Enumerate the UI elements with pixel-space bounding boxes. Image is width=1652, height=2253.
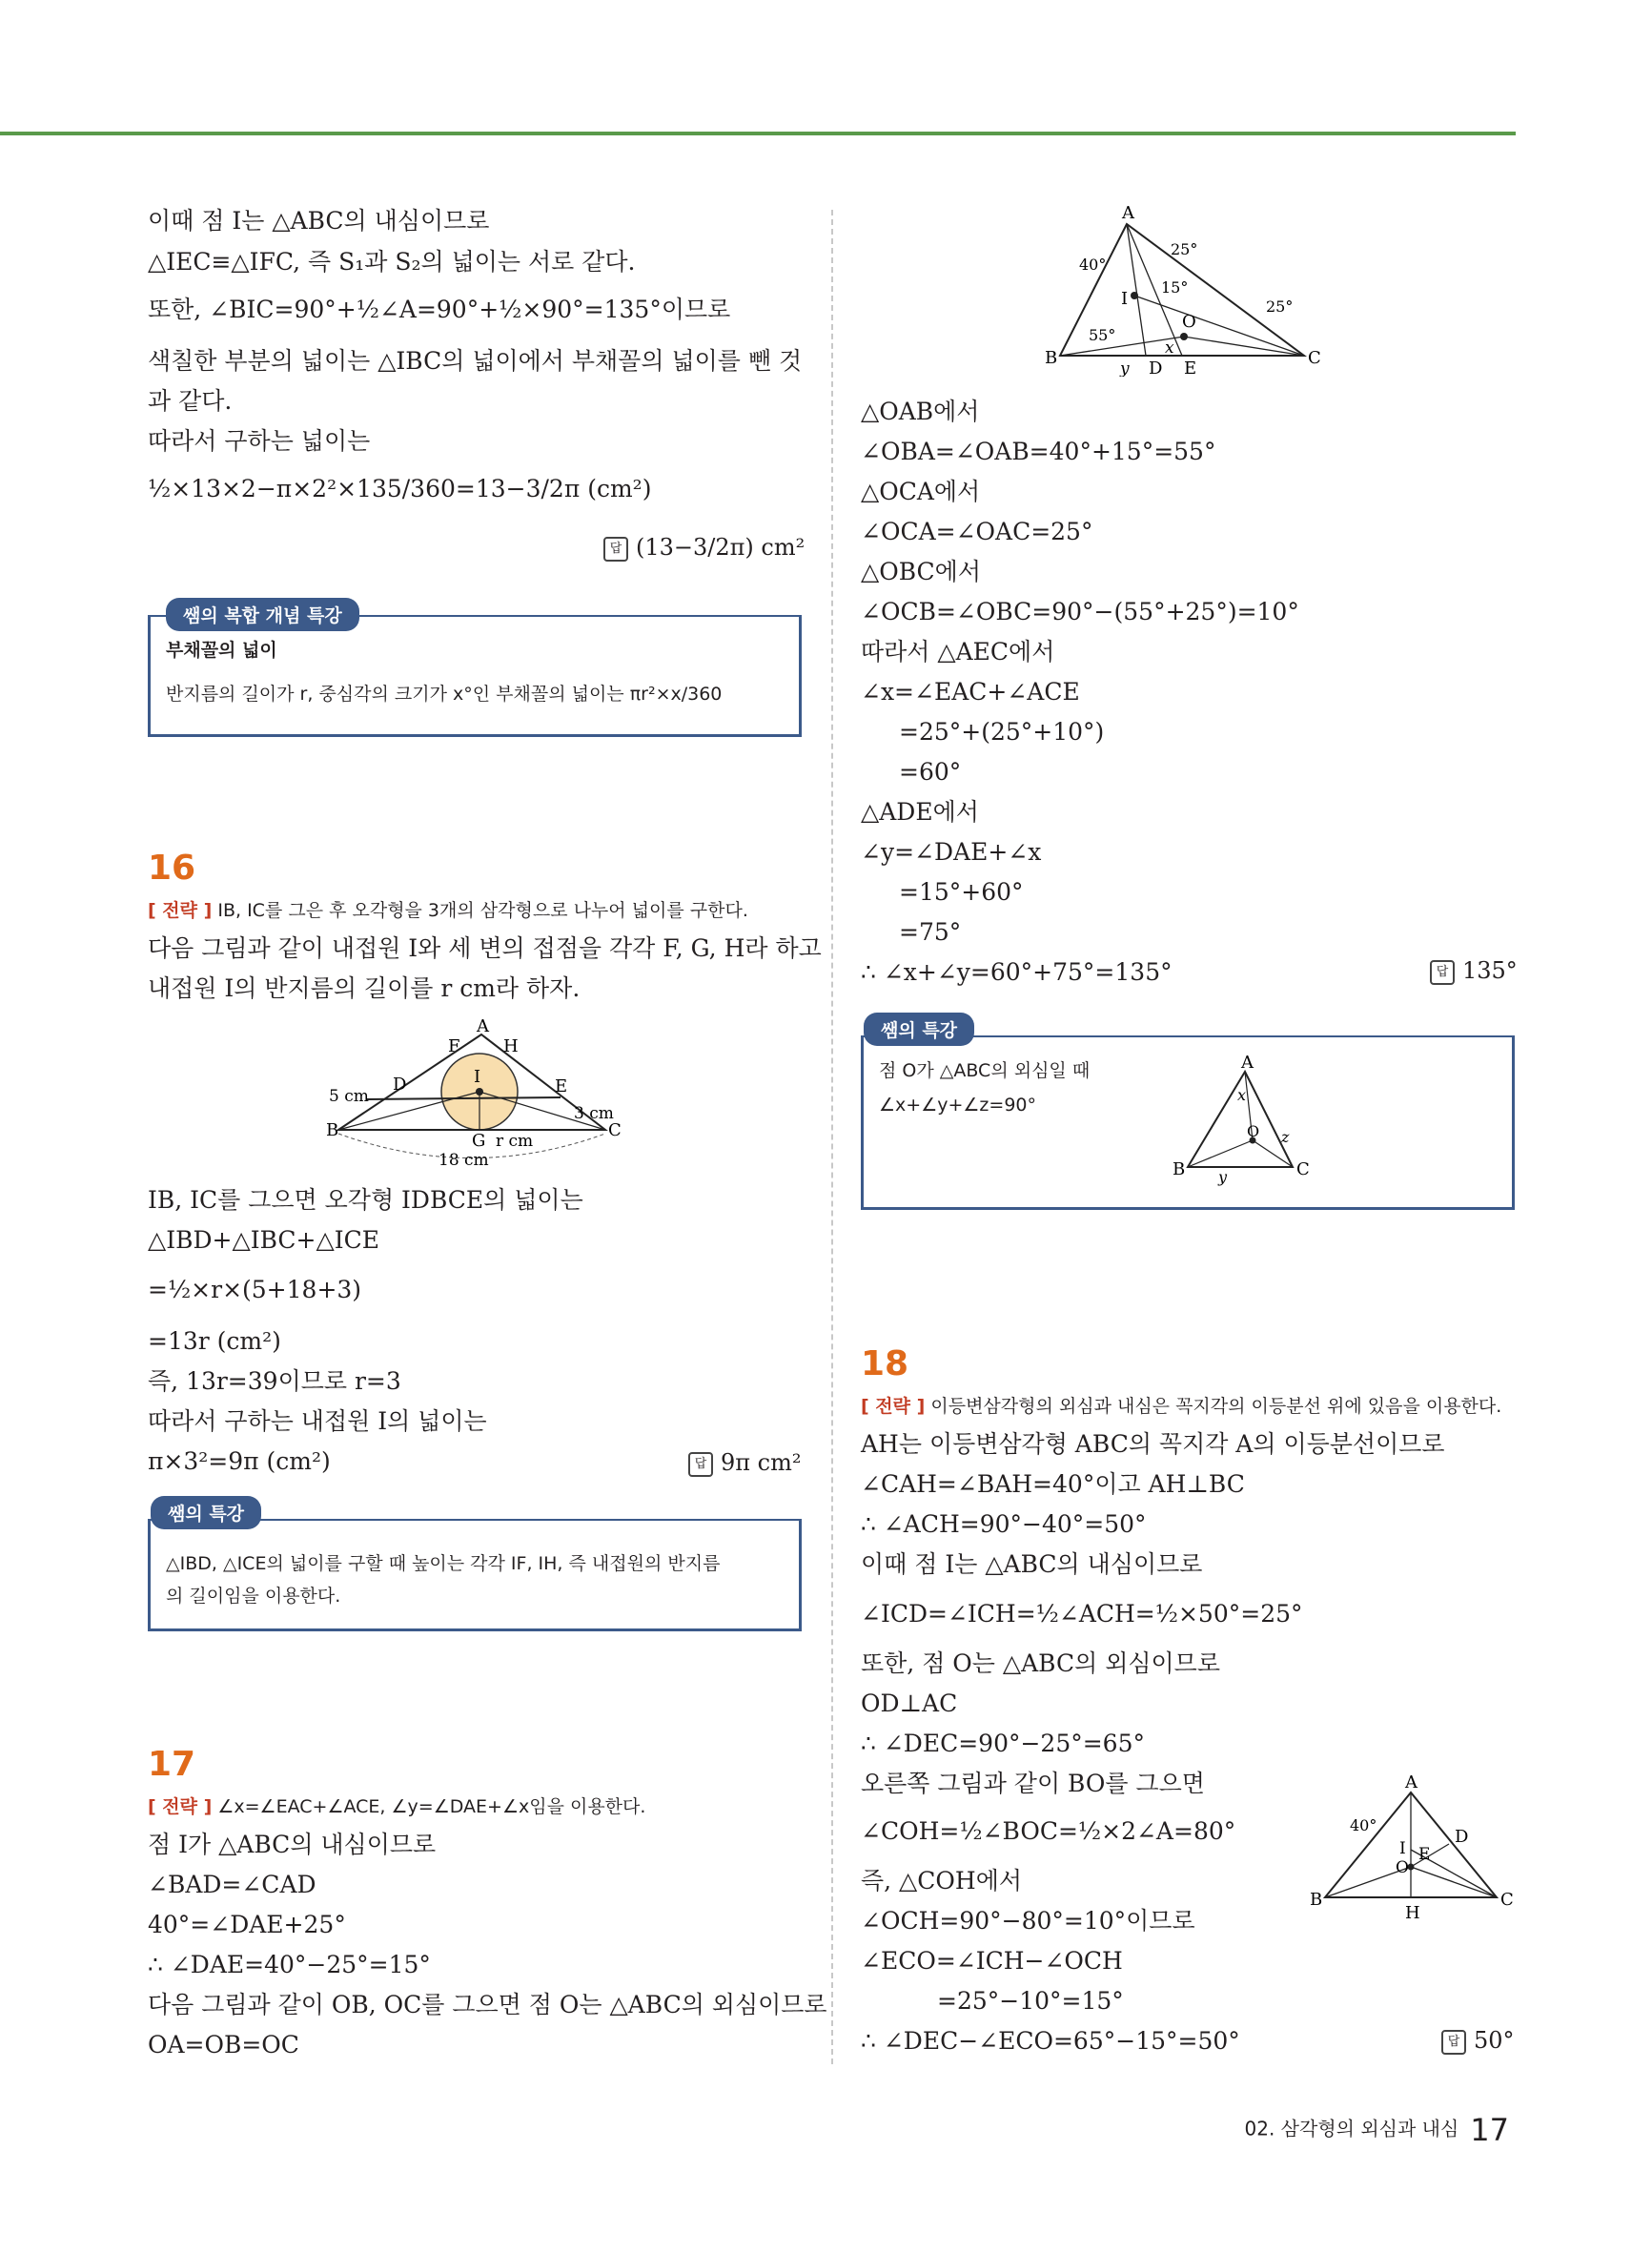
- concept-text: 반지름의 길이가 r, 중심각의 크기가 x°인 부채꼴의 넓이는 πr²×x/360: [166, 684, 723, 705]
- text-line: ∴ ∠DEC=90°−25°=65°: [861, 1730, 1145, 1757]
- point-i: [1131, 292, 1138, 299]
- label-c: C: [1500, 1890, 1514, 1910]
- tip-line: △IBD, △ICE의 넓이를 구할 때 높이는 각각 IF, IH, 즉 내접원의 반지름: [166, 1553, 721, 1574]
- label-o: O: [1182, 312, 1196, 332]
- label-a: A: [477, 1016, 489, 1036]
- page-footer: [1245, 2112, 1509, 2148]
- column-divider: [831, 210, 833, 2064]
- text-line: ∴ ∠DEC−∠ECO=65°−15°=50°: [861, 2027, 1240, 2055]
- answer-icon: 답: [1430, 960, 1455, 985]
- label-c: C: [1296, 1159, 1310, 1179]
- strategy-text: 이등변삼각형의 외심과 내심은 꼭지각의 이등분선 위에 있음을 이용한다.: [930, 1396, 1502, 1417]
- formula-line: ½×13×2−π×2²×135/360=13−3/2π (cm²): [148, 475, 652, 502]
- label-40: 40°: [1079, 256, 1107, 274]
- strategy-17: [148, 1791, 645, 1823]
- text-line: 따라서 △AEC에서: [861, 638, 1055, 666]
- text-line: OD⊥AC: [861, 1690, 958, 1717]
- text-line: ∠OCH=90°−80°=10°이므로: [861, 1907, 1195, 1935]
- text-line: △OBC에서: [861, 558, 981, 585]
- text-line: ∠OCA=∠OAC=25°: [861, 518, 1093, 545]
- label-b: B: [326, 1120, 339, 1140]
- label-y: y: [1120, 359, 1130, 377]
- label-o: O: [1247, 1122, 1260, 1140]
- text-line: IB, IC를 그으면 오각형 IDBCE의 넓이는: [148, 1186, 583, 1214]
- answer-icon: 답: [1441, 2030, 1466, 2055]
- label-e: E: [555, 1076, 568, 1096]
- text-line: ∴ ∠ACH=90°−40°=50°: [861, 1510, 1147, 1538]
- label-d: D: [1455, 1827, 1469, 1847]
- label-c: C: [1308, 348, 1321, 368]
- label-3cm: 3 cm: [574, 1104, 614, 1123]
- text-line: 다음 그림과 같이 내접원 I와 세 변의 접점을 각각 F, G, H라 하고: [148, 934, 822, 962]
- text-line: △IEC≡△IFC, 즉 S₁과 S₂의 넓이는 서로 같다.: [148, 248, 636, 276]
- strategy-16: [148, 894, 748, 927]
- text-line: 이때 점 I는 △ABC의 내심이므로: [861, 1550, 1203, 1578]
- problem-number-17: 17: [148, 1745, 196, 1784]
- text-line: =13r (cm²): [148, 1327, 281, 1355]
- text-line: 또한, 점 O는 △ABC의 외심이므로: [861, 1649, 1220, 1677]
- problem-number-18: 18: [861, 1344, 909, 1383]
- text-line: ∠ICD=∠ICH=½∠ACH=½×50°=25°: [861, 1600, 1303, 1628]
- text-line: AH는 이등변삼각형 ABC의 꼭지각 A의 이등분선이므로: [861, 1430, 1445, 1458]
- text-line: △OAB에서: [861, 398, 980, 425]
- segment-de: [367, 1097, 561, 1099]
- tip-line: 의 길이임을 이용한다.: [166, 1586, 341, 1607]
- concept-title: 부채꼴의 넓이: [166, 640, 277, 661]
- text-line: ∠OBA=∠OAB=40°+15°=55°: [861, 438, 1216, 465]
- answer-18: [1441, 2027, 1515, 2055]
- strategy-text: ∠x=∠EAC+∠ACE, ∠y=∠DAE+∠x임을 이용한다.: [217, 1796, 646, 1817]
- text-line: 40°=∠DAE+25°: [148, 1911, 346, 1938]
- segment-ad: [1127, 224, 1146, 356]
- answer-text: 50°: [1474, 2027, 1515, 2054]
- label-a: A: [1405, 1773, 1417, 1792]
- text-line: 즉, 13r=39이므로 r=3: [148, 1367, 401, 1395]
- text-line: 즉, △COH에서: [861, 1867, 1022, 1895]
- label-a: A: [1241, 1055, 1254, 1073]
- text-line: 따라서 구하는 내접원 I의 넓이는: [148, 1407, 487, 1435]
- text-line: ∠x=∠EAC+∠ACE: [861, 678, 1080, 706]
- point-o: [1180, 333, 1188, 340]
- label-d: D: [1149, 358, 1163, 377]
- answer-17: [1430, 957, 1518, 985]
- text-line: ∠y=∠DAE+∠x: [861, 838, 1042, 866]
- label-h: H: [1405, 1903, 1420, 1923]
- tip-box-17: [861, 1020, 1515, 1210]
- top-rule: [0, 132, 1516, 135]
- text-line: =½×r×(5+18+3): [148, 1276, 362, 1303]
- label-h: H: [503, 1036, 519, 1056]
- label-y: y: [1218, 1168, 1228, 1186]
- tip-tab: 쌤의 특강: [864, 1013, 974, 1046]
- tip-box-16: [148, 1504, 802, 1631]
- label-b: B: [1045, 348, 1058, 368]
- label-e: E: [1418, 1845, 1431, 1864]
- text-line: ∠ECO=∠ICH−∠OCH: [861, 1947, 1123, 1975]
- label-b: B: [1310, 1890, 1323, 1910]
- answer-text: 135°: [1462, 957, 1518, 984]
- label-e: E: [1184, 358, 1197, 377]
- problem-number-16: 16: [148, 849, 196, 888]
- label-z: z: [1281, 1128, 1290, 1146]
- label-g: G: [472, 1131, 486, 1151]
- segment-bo: [1188, 1140, 1253, 1167]
- answer-text: 9π cm²: [721, 1449, 802, 1476]
- strategy-text: IB, IC를 그은 후 오각형을 3개의 삼각형으로 나누어 넓이를 구한다.: [217, 900, 748, 921]
- label-25a: 25°: [1171, 240, 1198, 258]
- label-b: B: [1173, 1159, 1186, 1179]
- label-x: x: [1237, 1086, 1247, 1104]
- label-f: F: [448, 1036, 460, 1056]
- label-5cm: 5 cm: [329, 1087, 369, 1106]
- label-i: I: [1121, 289, 1129, 309]
- label-d: D: [393, 1075, 407, 1095]
- text-line: 따라서 구하는 넓이는: [148, 427, 371, 455]
- text-line: 또한, ∠BIC=90°+½∠A=90°+½×90°=135°이므로: [148, 296, 731, 323]
- text-line: =60°: [899, 758, 962, 786]
- tip-figure: [1169, 1055, 1312, 1188]
- label-o: O: [1396, 1858, 1409, 1877]
- page-number: 17: [1470, 2112, 1509, 2148]
- answer-15: [603, 534, 805, 562]
- figure-17: [1039, 205, 1335, 377]
- text-line: 점 I가 △ABC의 내심이므로: [148, 1831, 437, 1858]
- label-r: r cm: [496, 1132, 534, 1151]
- text-line: ∴ ∠DAE=40°−25°=15°: [148, 1951, 431, 1978]
- label-i: I: [474, 1067, 481, 1087]
- concept-box: [148, 605, 802, 737]
- text-line: 색칠한 부분의 넓이는 △IBC의 넓이에서 부채꼴의 넓이를 뺀 것: [148, 347, 803, 375]
- chapter-title: 02. 삼각형의 외심과 내심: [1244, 2117, 1459, 2140]
- text-line: △OCA에서: [861, 478, 981, 505]
- text-line: =15°+60°: [899, 878, 1024, 906]
- strategy-label: [ 전략 ]: [148, 1796, 213, 1817]
- text-line: OA=OB=OC: [148, 2031, 299, 2058]
- text-line: π×3²=9π (cm²): [148, 1447, 331, 1475]
- label-x: x: [1165, 338, 1174, 358]
- segment-co: [1184, 337, 1304, 356]
- text-line: △IBD+△IBC+△ICE: [148, 1226, 379, 1254]
- answer-icon: 답: [688, 1452, 713, 1477]
- text-line: 내접원 I의 반지름의 길이를 r cm라 하자.: [148, 974, 581, 1002]
- text-line: ∠BAD=∠CAD: [148, 1871, 316, 1898]
- text-line: ∴ ∠x+∠y=60°+75°=135°: [861, 958, 1173, 986]
- text-line: 과 같다.: [148, 387, 233, 415]
- tip-line: 점 O가 △ABC의 외심일 때: [879, 1060, 1091, 1081]
- strategy-18: [861, 1390, 1501, 1423]
- text-line: ∠OCB=∠OBC=90°−(55°+25°)=10°: [861, 598, 1299, 625]
- strategy-label: [ 전략 ]: [148, 900, 213, 921]
- label-40: 40°: [1350, 1816, 1377, 1834]
- figure-16: [315, 1015, 639, 1168]
- tip-tab: 쌤의 특강: [151, 1496, 261, 1529]
- figure-18: [1306, 1773, 1525, 1926]
- text-line: =25°−10°=15°: [937, 1987, 1124, 2015]
- label-i: I: [1399, 1839, 1406, 1858]
- label-25b: 25°: [1266, 297, 1294, 316]
- answer-text: (13−3/2π) cm²: [636, 534, 806, 561]
- label-a: A: [1122, 205, 1134, 223]
- text-line: 이때 점 I는 △ABC의 내심이므로: [148, 207, 490, 235]
- text-line: △ADE에서: [861, 798, 979, 826]
- center-i: [476, 1088, 483, 1096]
- label-15: 15°: [1161, 278, 1189, 297]
- text-line: =25°+(25°+10°): [899, 718, 1105, 746]
- text-line: 다음 그림과 같이 OB, OC를 그으면 점 O는 △ABC의 외심이므로: [148, 1991, 827, 2018]
- tip-line: ∠x+∠y+∠z=90°: [879, 1095, 1036, 1116]
- strategy-label: [ 전략 ]: [861, 1396, 926, 1417]
- label-18cm: 18 cm: [438, 1151, 489, 1168]
- text-line: ∠CAH=∠BAH=40°이고 AH⊥BC: [861, 1470, 1245, 1498]
- label-c: C: [608, 1120, 622, 1140]
- text-line: ∠COH=½∠BOC=½×2∠A=80°: [861, 1817, 1236, 1845]
- text-line: 오른쪽 그림과 같이 BO를 그으면: [861, 1770, 1205, 1797]
- answer-icon: 답: [603, 537, 628, 562]
- label-55: 55°: [1089, 326, 1116, 344]
- answer-16: [688, 1449, 802, 1477]
- concept-tab: 쌤의 복합 개념 특강: [166, 598, 359, 631]
- text-line: =75°: [899, 918, 962, 946]
